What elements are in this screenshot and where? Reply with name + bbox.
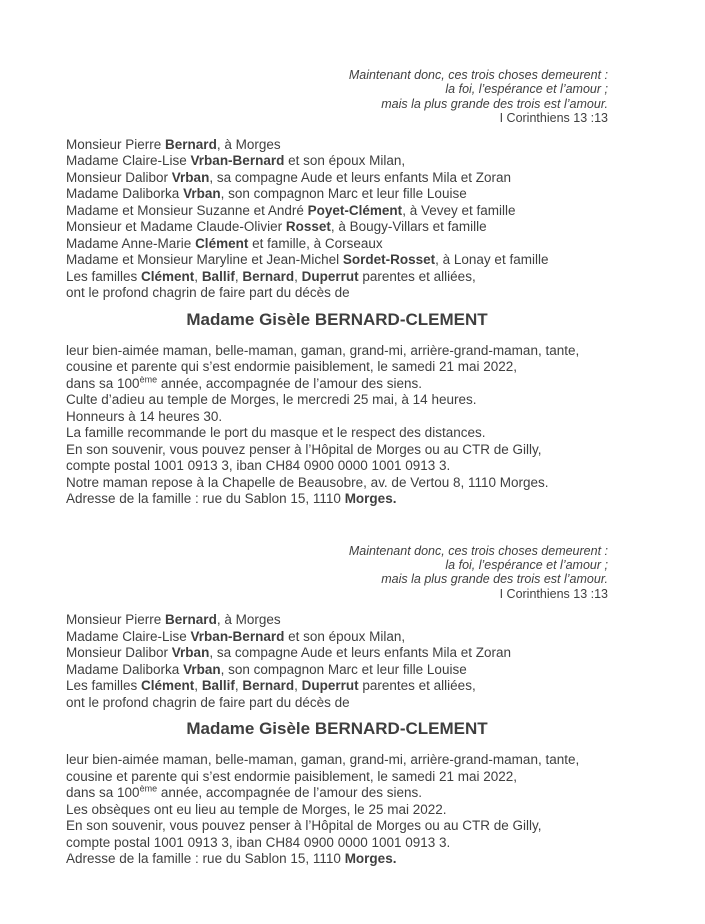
text-line: Madame Claire-Lise Vrban-Bernard et son époux Milan, (66, 153, 406, 169)
text-line: dans sa 100ème année, accompagnée de l’amour des siens. (66, 783, 422, 801)
text-line: Madame Daliborka Vrban, son compagnon Marc et leur fille Louise (66, 661, 467, 677)
announcement-body (66, 343, 608, 508)
text-line: cousine et parente qui s’est endormie paisiblement, le samedi 21 mai 2022, (66, 768, 518, 784)
text-line: Les familles Clément, Ballif, Bernard, Duperrut parentes et alliées, (66, 678, 476, 694)
family-list (66, 137, 608, 302)
text-line: Madame Claire-Lise Vrban-Bernard et son époux Milan, (66, 628, 406, 644)
family-list (66, 612, 608, 711)
text-line: Adresse de la famille : rue du Sablon 15, 1110 Morges. (66, 851, 397, 867)
text-line: Culte d’adieu au temple de Morges, le mercredi 25 mai, à 14 heures. (66, 392, 477, 408)
text-line: ont le profond chagrin de faire part du décès de (66, 694, 350, 710)
text-line: compte postal 1001 0913 3, iban CH84 0900 0000 1001 0913 3. (66, 458, 451, 474)
text-line: Notre maman repose à la Chapelle de Beausobre, av. de Vertou 8, 1110 Morges. (66, 474, 549, 490)
text-line: En son souvenir, vous pouvez penser à l’Hôpital de Morges ou au CTR de Gilly, (66, 441, 542, 457)
epigraph-line: mais la plus grande des trois est l’amour. (381, 96, 608, 111)
text-line: Monsieur Pierre Bernard, à Morges (66, 612, 281, 628)
deceased-name: Madame Gisèle BERNARD-CLEMENT (186, 309, 488, 329)
text-line: Monsieur et Madame Claude-Olivier Rosset, à Bougy-Villars et famille (66, 219, 487, 235)
text-line: dans sa 100ème année, accompagnée de l’amour des siens. (66, 374, 422, 391)
text-line: compte postal 1001 0913 3, iban CH84 0900 0000 1001 0913 3. (66, 834, 451, 850)
text-line: Les familles Clément, Ballif, Bernard, Duperrut parentes et alliées, (66, 268, 476, 284)
text-line: Madame et Monsieur Maryline et Jean-Michel Sordet-Rosset, à Lonay et famille (66, 252, 549, 268)
text-line: Monsieur Dalibor Vrban, sa compagne Aude et leurs enfants Mila et Zoran (66, 169, 511, 185)
text-line: Les obsèques ont eu lieu au temple de Morges, le 25 mai 2022. (66, 801, 447, 817)
death-announcement-first (66, 68, 608, 508)
text-line: En son souvenir, vous pouvez penser à l’Hôpital de Morges ou au CTR de Gilly, (66, 818, 542, 834)
epigraph-line: la foi, l’espérance et l’amour ; (445, 558, 608, 573)
deceased-name: Madame Gisèle BERNARD-CLEMENT (186, 719, 488, 739)
text-line: ont le profond chagrin de faire part du décès de (66, 285, 350, 301)
epigraph-citation: I Corinthiens 13 :13 (499, 586, 608, 601)
text-line: cousine et parente qui s’est endormie paisiblement, le samedi 21 mai 2022, (66, 359, 518, 375)
epigraph-line: Maintenant donc, ces trois choses demeurent : (348, 68, 608, 82)
epigraph-line: la foi, l’espérance et l’amour ; (445, 82, 608, 97)
epigraph (66, 544, 608, 602)
epigraph-line: mais la plus grande des trois est l’amour. (381, 572, 608, 587)
text-line: Madame Anne-Marie Clément et famille, à Corseaux (66, 235, 383, 251)
announcement-body (66, 752, 608, 868)
text-line: Monsieur Dalibor Vrban, sa compagne Aude et leurs enfants Mila et Zoran (66, 645, 511, 661)
text-line: leur bien-aimée maman, belle-maman, gaman, grand-mi, arrière-grand-maman, tante, (66, 752, 580, 768)
epigraph (66, 68, 608, 126)
epigraph-line: Maintenant donc, ces trois choses demeurent : (348, 543, 608, 558)
death-announcement-second (66, 544, 608, 868)
text-line: La famille recommande le port du masque et le respect des distances. (66, 425, 486, 441)
text-line: Madame et Monsieur Suzanne et André Poyet-Clément, à Vevey et famille (66, 202, 516, 218)
text-line: Monsieur Pierre Bernard, à Morges (66, 136, 281, 152)
text-line: Adresse de la famille : rue du Sablon 15, 1110 Morges. (66, 491, 397, 507)
text-line: Madame Daliborka Vrban, son compagnon Marc et leur fille Louise (66, 186, 467, 202)
text-line: Honneurs à 14 heures 30. (66, 408, 223, 424)
text-line: leur bien-aimée maman, belle-maman, gaman, grand-mi, arrière-grand-maman, tante, (66, 342, 580, 358)
epigraph-citation: I Corinthiens 13 :13 (499, 111, 608, 126)
